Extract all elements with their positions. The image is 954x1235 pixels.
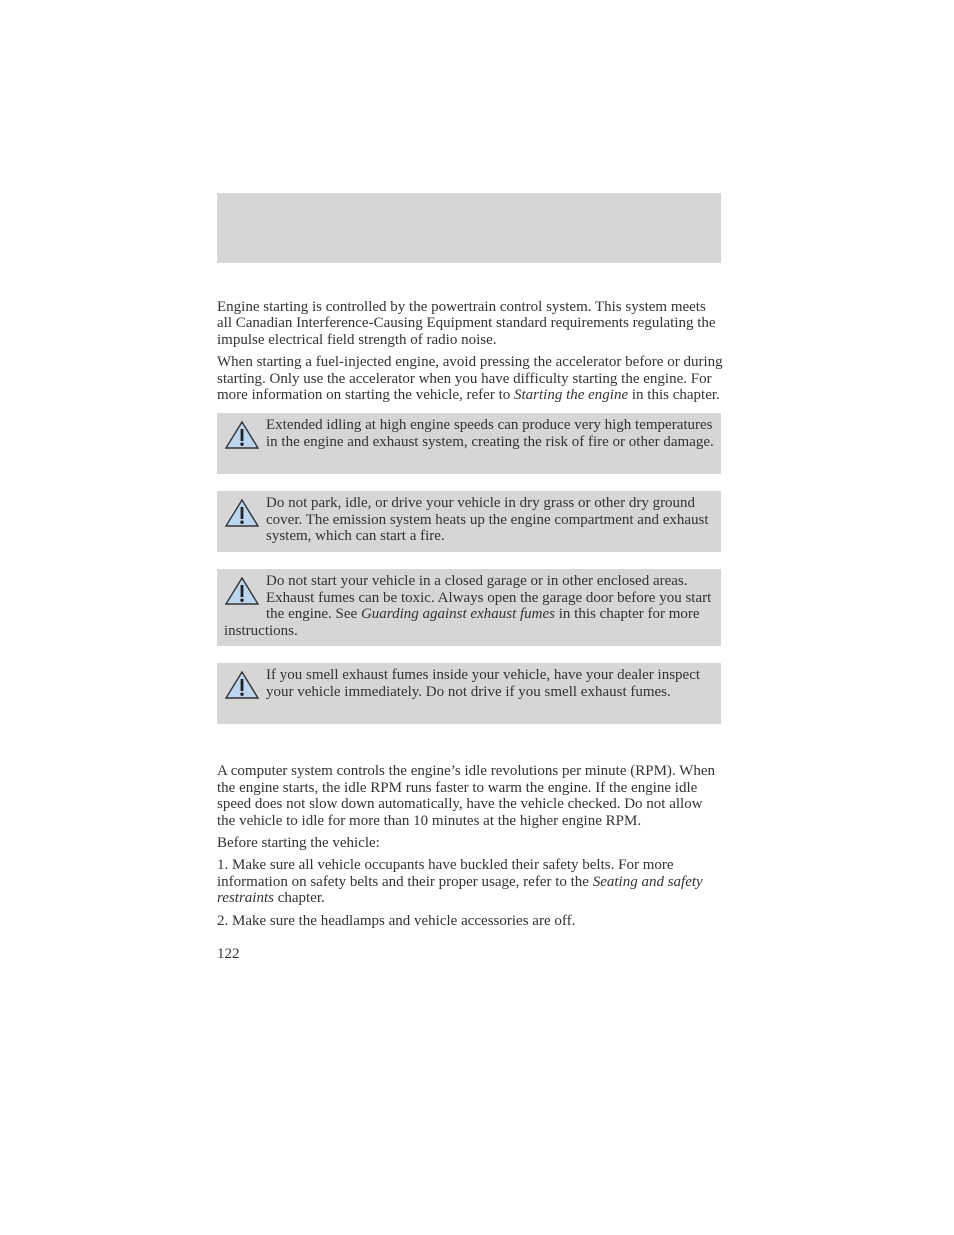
page-content bbox=[217, 299, 723, 963]
warning-triangle-icon bbox=[224, 498, 260, 528]
before-starting-label: Before starting the vehicle: bbox=[217, 835, 380, 852]
section-header-banner bbox=[217, 193, 721, 263]
warning-text: Extended idling at high engine speeds can produce very high temperatures in the engine and exhaust system, creating the risk of fire or other damage. bbox=[266, 417, 714, 450]
intro-paragraph: Engine starting is controlled by the powertrain control system. This system meets all Canadian Interference-Causing Equipment standard requirements regulating the impulse electrical field strength of radio noise. bbox=[217, 299, 716, 348]
exhaust-fumes-reference: Guarding against exhaust fumes bbox=[360, 606, 555, 623]
warning-triangle-icon bbox=[224, 670, 260, 700]
warning-triangle-icon bbox=[224, 576, 260, 606]
step-1: 1. Make sure all vehicle occupants have buckled their safety belts. For more information on safety belts and their proper usage, refer to the Seating and safety restraints chapter. bbox=[217, 857, 703, 907]
warning-box-closed-garage bbox=[217, 569, 721, 646]
warning-triangle-icon bbox=[224, 420, 260, 450]
fuel-injected-paragraph: When starting a fuel-injected engine, avoid pressing the accelerator before or during starting. Only use the accelerator when you have difficulty starting the engine. For more information on starting the vehicle, refer to Starting the engine in this chapter. bbox=[217, 354, 723, 404]
page-number: 122 bbox=[217, 946, 240, 963]
seating-restraints-reference: Seating and safety restraints bbox=[217, 873, 703, 907]
warning-box-dry-grass bbox=[217, 491, 721, 552]
starting-engine-reference: Starting the engine bbox=[513, 387, 629, 404]
step-2: 2. Make sure the headlamps and vehicle accessories are off. bbox=[217, 912, 576, 929]
warning-box-exhaust-smell bbox=[217, 663, 721, 724]
idle-section bbox=[217, 763, 723, 929]
warning-text: Do not park, idle, or drive your vehicle in dry grass or other dry ground cover. The emission system heats up the engine compartment and exhaust system, which can start a fire. bbox=[266, 495, 709, 545]
idle-paragraph: A computer system controls the engine’s idle revolutions per minute (RPM). When the engine starts, the idle RPM runs faster to warm the engine. If the engine idle speed does not slow down automatically, have the vehicle checked. Do not allow the vehicle to idle for more than 10 minutes at the higher engine RPM. bbox=[217, 763, 715, 829]
warning-text: If you smell exhaust fumes inside your vehicle, have your dealer inspect your vehicle immediately. Do not drive if you smell exhaust fumes. bbox=[266, 667, 701, 700]
warning-text: Do not start your vehicle in a closed garage or in other enclosed areas. Exhaust fumes can be toxic. Always open the garage door before you start the engine. See Guarding against exhaust fumes in this chapter for more instructions. bbox=[224, 573, 712, 639]
warning-box-idling bbox=[217, 413, 721, 474]
